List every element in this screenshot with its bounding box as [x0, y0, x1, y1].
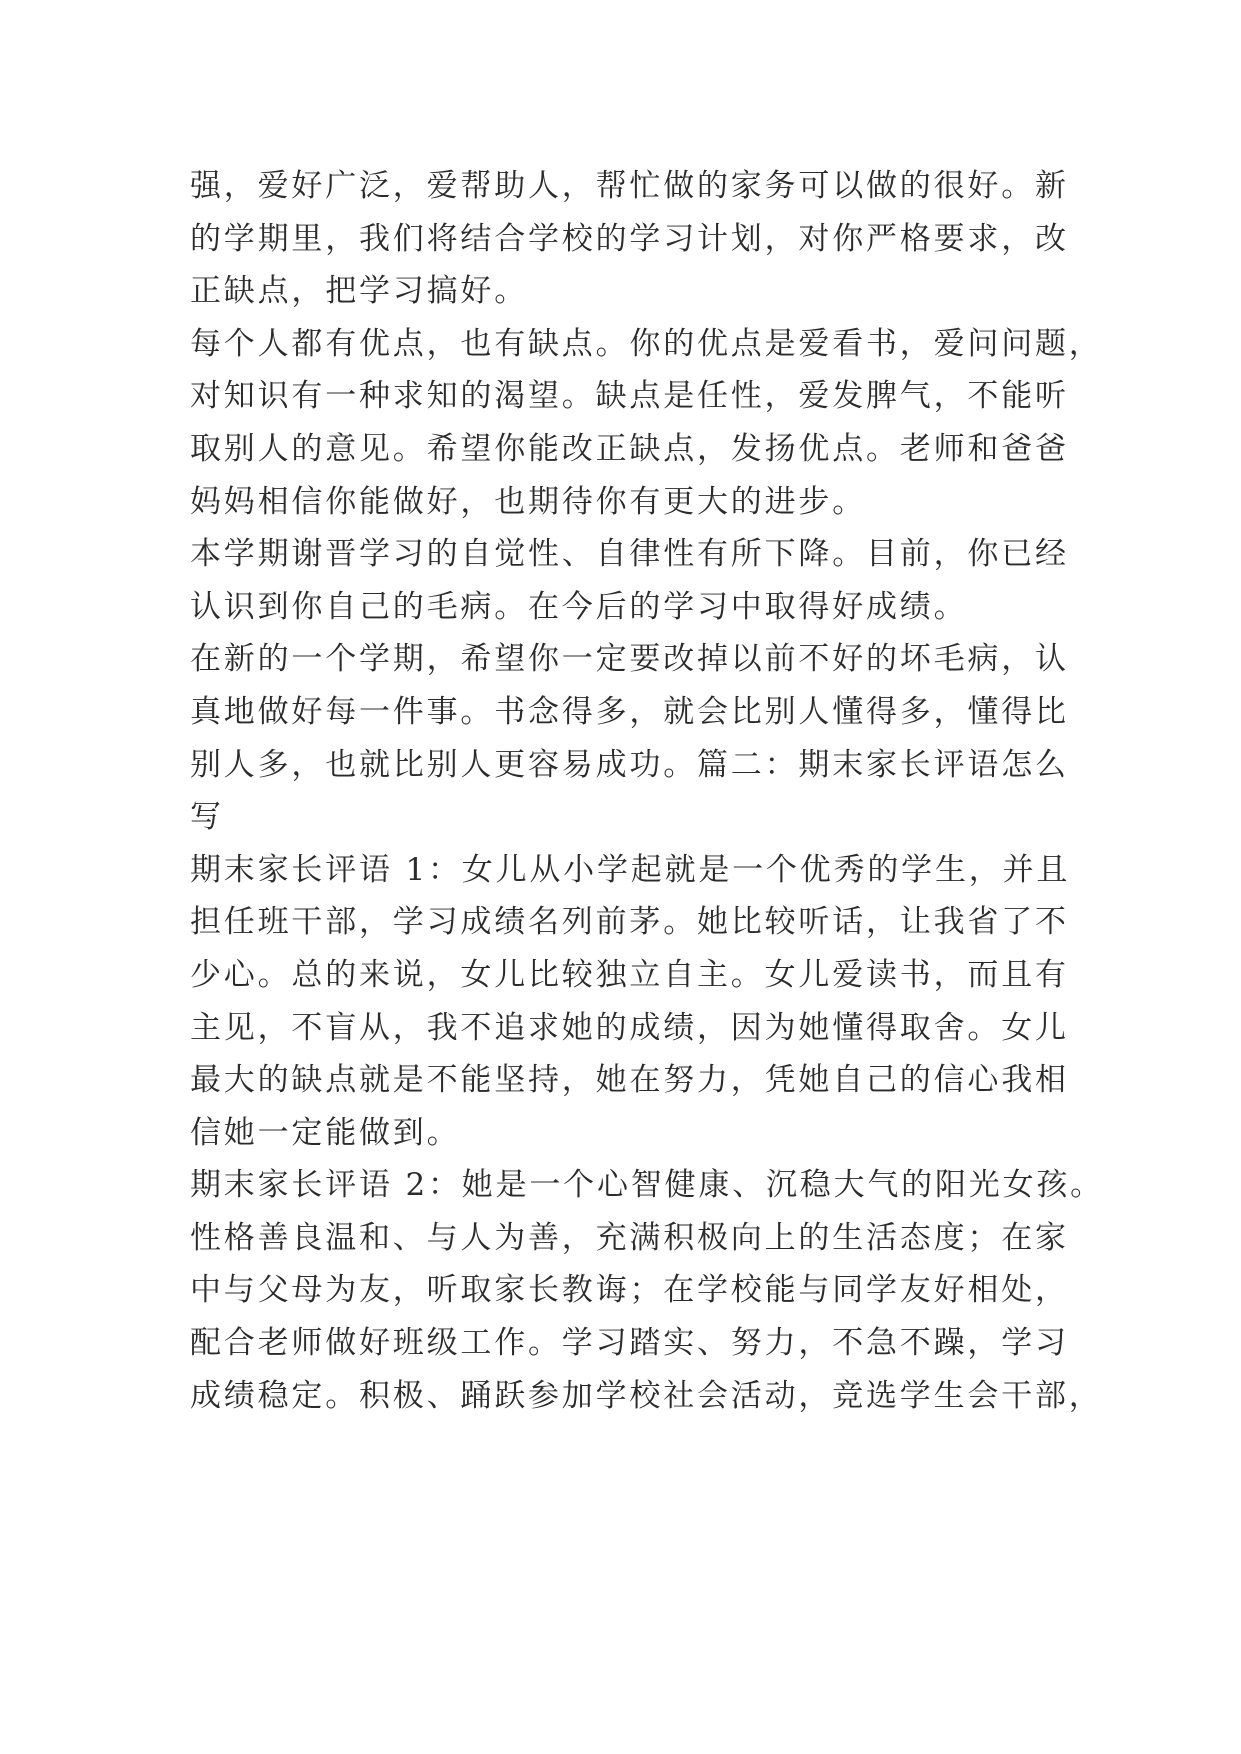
text-line: 信她一定能做到。: [190, 1114, 461, 1151]
text-line: 每个人都有优点，也有缺点。你的优点是爱看书，爱问问题，: [190, 325, 1103, 362]
text-line: 取别人的意见。希望你能改正缺点，发扬优点。老师和爸爸: [190, 430, 1069, 467]
text-line: 性格善良温和、与人为善，充满积极向上的生活态度；在家: [190, 1219, 1069, 1256]
text-line: 认识到你自己的毛病。在今后的学习中取得好成绩。: [190, 588, 968, 625]
text-line: 在新的一个学期，希望你一定要改掉以前不好的坏毛病，认: [190, 641, 1069, 678]
text-line: 妈妈相信你能做好，也期待你有更大的进步。: [190, 483, 866, 520]
text-line: 对知识有一种求知的渴望。缺点是任性，爱发脾气，不能听: [190, 378, 1069, 415]
text-line: 期末家长评语 1：女儿从小学起就是一个优秀的学生，并且: [190, 851, 1071, 888]
document-body: [190, 160, 1104, 1422]
text-line: 别人多，也就比别人更容易成功。篇二：期末家长评语怎么: [190, 746, 1069, 783]
text-line: 中与父母为友，听取家长教诲；在学校能与同学友好相处，: [190, 1272, 1069, 1309]
text-line: 真地做好每一件事。书念得多，就会比别人懂得多，懂得比: [190, 693, 1069, 730]
text-line: 本学期谢晋学习的自觉性、自律性有所下降。目前，你已经: [190, 536, 1069, 573]
text-line: 配合老师做好班级工作。学习踏实、努力，不急不躁，学习: [190, 1325, 1069, 1362]
text-line: 写: [190, 799, 224, 836]
text-line: 成绩稳定。积极、踊跃参加学校社会活动，竞选学生会干部，: [190, 1377, 1103, 1414]
text-line: 担任班干部，学习成绩名列前茅。她比较听话，让我省了不: [190, 904, 1069, 941]
text-line: 期末家长评语 2：她是一个心智健康、沉稳大气的阳光女孩。: [190, 1167, 1104, 1204]
text-line: 的学期里，我们将结合学校的学习计划，对你严格要求，改: [190, 220, 1069, 257]
text-line: 少心。总的来说，女儿比较独立自主。女儿爱读书，而且有: [190, 956, 1069, 993]
text-line: 主见，不盲从，我不追求她的成绩，因为她懂得取舍。女儿: [190, 1009, 1069, 1046]
text-line: 最大的缺点就是不能坚持，她在努力，凭她自己的信心我相: [190, 1062, 1069, 1099]
text-line: 强，爱好广泛，爱帮助人，帮忙做的家务可以做的很好。新: [190, 168, 1069, 204]
text-line: 正缺点，把学习搞好。: [190, 273, 528, 310]
